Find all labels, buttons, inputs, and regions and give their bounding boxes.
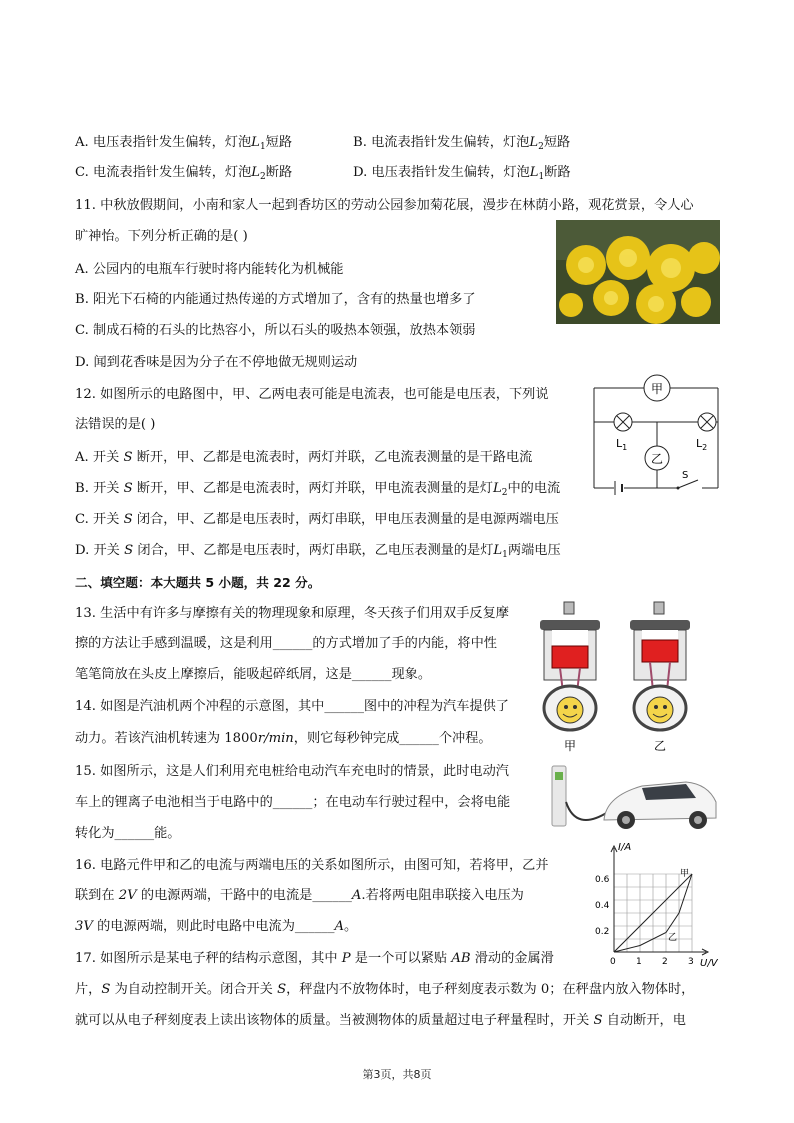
lamp-l1-icon [614,413,632,431]
q14-line2: 动力。若该汽油机转速为 1800r/min，则它每秒钟完成______个冲程。 [75,731,492,746]
q15-line2: 车上的锂离子电池相当于电路中的______；在电动车行驶过程中，会将电能 [75,795,511,810]
x-tick-label: 3 [688,957,694,967]
q10-option-a: A. 电压表指针发生偏转，灯泡$L_1$短路 [75,135,293,152]
x-axis-label: U/V [700,958,718,968]
q14-line1: 14. 如图是汽油机两个冲程的示意图，其中______图中的冲程为汽车提供了 [75,699,509,714]
q15-line1: 15. 如图所示，这是人们利用充电桩给电动汽车充电时的情景，此时电动汽 [75,764,509,779]
q12-option-b: B. 开关 S 断开，甲、乙都是电流表时，两灯并联，甲电流表测量的是灯$L_2$中的电流 [75,481,561,498]
q16-line2: 联到在 2V 的电源两端，干路中的电流是______A.若将两电阻串联接入电压为 [75,888,524,903]
q11-stem-line1: 11. 中秋放假期间，小南和家人一起到香坊区的劳动公园参加菊花展，漫步在林荫小路，观花赏景，令人心 [75,198,694,213]
q13-line3: 笔笔筒放在头皮上摩擦后，能吸起碎纸屑，这是______现象。 [75,667,432,682]
q12-stem-line1: 12. 如图所示的电路图中，甲、乙两电表可能是电流表，也可能是电压表，下列说 [75,387,549,402]
q17-line1: 17. 如图所示是某电子秤的结构示意图，其中 P 是一个可以紧贴 AB 滑动的金属滑 [75,951,554,966]
q15-line3: 转化为______能。 [75,826,181,841]
page-footer: 第3页，共8页 [362,1068,432,1081]
lamp-l1-label: $L_1$ [616,437,628,452]
ev-charging-image [546,762,720,834]
q12-option-a: A. 开关 S 断开，甲、乙都是电流表时，两灯并联，乙电流表测量的是干路电流 [75,450,533,465]
chrysanthemum-photo [556,220,720,324]
series-b-label: 乙 [668,933,678,943]
x-tick-label: 0 [610,957,616,967]
q10-option-d: D. 电压表指针发生偏转，灯泡$L_1$断路 [353,165,571,182]
engine-b-label: 乙 [654,739,667,753]
q11-option-d: D. 闻到花香味是因为分子在不停地做无规则运动 [75,355,358,370]
y-tick-label: 0.2 [595,927,610,937]
q12-option-c: C. 开关 S 闭合，甲、乙都是电压表时，两灯串联，甲电压表测量的是电源两端电压 [75,512,559,527]
battery-icon [615,481,622,495]
q12-circuit-diagram [586,374,726,496]
q13-line2: 擦的方法让手感到温暖，这是利用______的方式增加了手的内能，将中性 [75,636,497,651]
series-a-label: 甲 [680,869,690,879]
q11-option-a: A. 公园内的电瓶车行驶时将内能转化为机械能 [75,262,344,277]
q11-stem-line2: 旷神怡。下列分析正确的是( ) [75,229,248,244]
switch-icon [677,487,680,490]
meter-jia-label: 甲 [650,382,664,396]
q11-option-c: C. 制成石椅的石头的比热容小，所以石头的吸热本领强，放热本领弱 [75,323,476,338]
x-tick-label: 1 [636,957,642,967]
section-heading: 二、填空题：本大题共 5 小题，共 22 分。 [75,575,321,590]
engine-strokes-diagram [534,600,714,755]
q12-stem-line2: 法错误的是( ) [75,417,156,432]
q16-line1: 16. 电路元件甲和乙的电流与两端电压的关系如图所示，由图可知，若将甲，乙并 [75,858,549,873]
q16-line3: 3V 的电源两端，则此时电路中电流为______A。 [75,919,358,934]
q17-line2: 片，S 为自动控制开关。闭合开关 S，秤盘内不放物体时，电子秤刻度表示数为 0；在秤盘内放入物体时， [75,982,695,997]
y-axis-label: I/A [618,842,632,853]
x-tick-label: 2 [662,957,668,967]
y-tick-label: 0.4 [595,901,610,911]
q10-option-c: C. 电流表指针发生偏转，灯泡$L_2$断路 [75,165,293,182]
meter-yi-label: 乙 [650,452,664,466]
lamp-l2-icon [698,413,716,431]
engine-a-label: 甲 [564,739,577,753]
engine-b-icon [630,602,690,730]
engine-a-icon [540,602,600,730]
q12-option-d: D. 开关 S 闭合，甲、乙都是电压表时，两灯串联，乙电压表测量的是灯$L_1$两端电压 [75,543,561,560]
q13-line1: 13. 生活中有许多与摩擦有关的物理现象和原理，冬天孩子们用双手反复摩 [75,606,509,621]
y-tick-label: 0.6 [595,875,610,885]
q17-line3: 就可以从电子秤刻度表上读出该物体的质量。当被测物体的质量超过电子秤量程时，开关 S 自动断开，电 [75,1013,686,1028]
q11-option-b: B. 阳光下石椅的内能通过热传递的方式增加了，含有的热量也增多了 [75,292,476,307]
iu-chart [590,840,720,968]
q10-option-b: B. 电流表指针发生偏转，灯泡$L_2$短路 [353,135,571,152]
switch-label: S [682,470,689,481]
lamp-l2-label: $L_2$ [696,437,708,452]
